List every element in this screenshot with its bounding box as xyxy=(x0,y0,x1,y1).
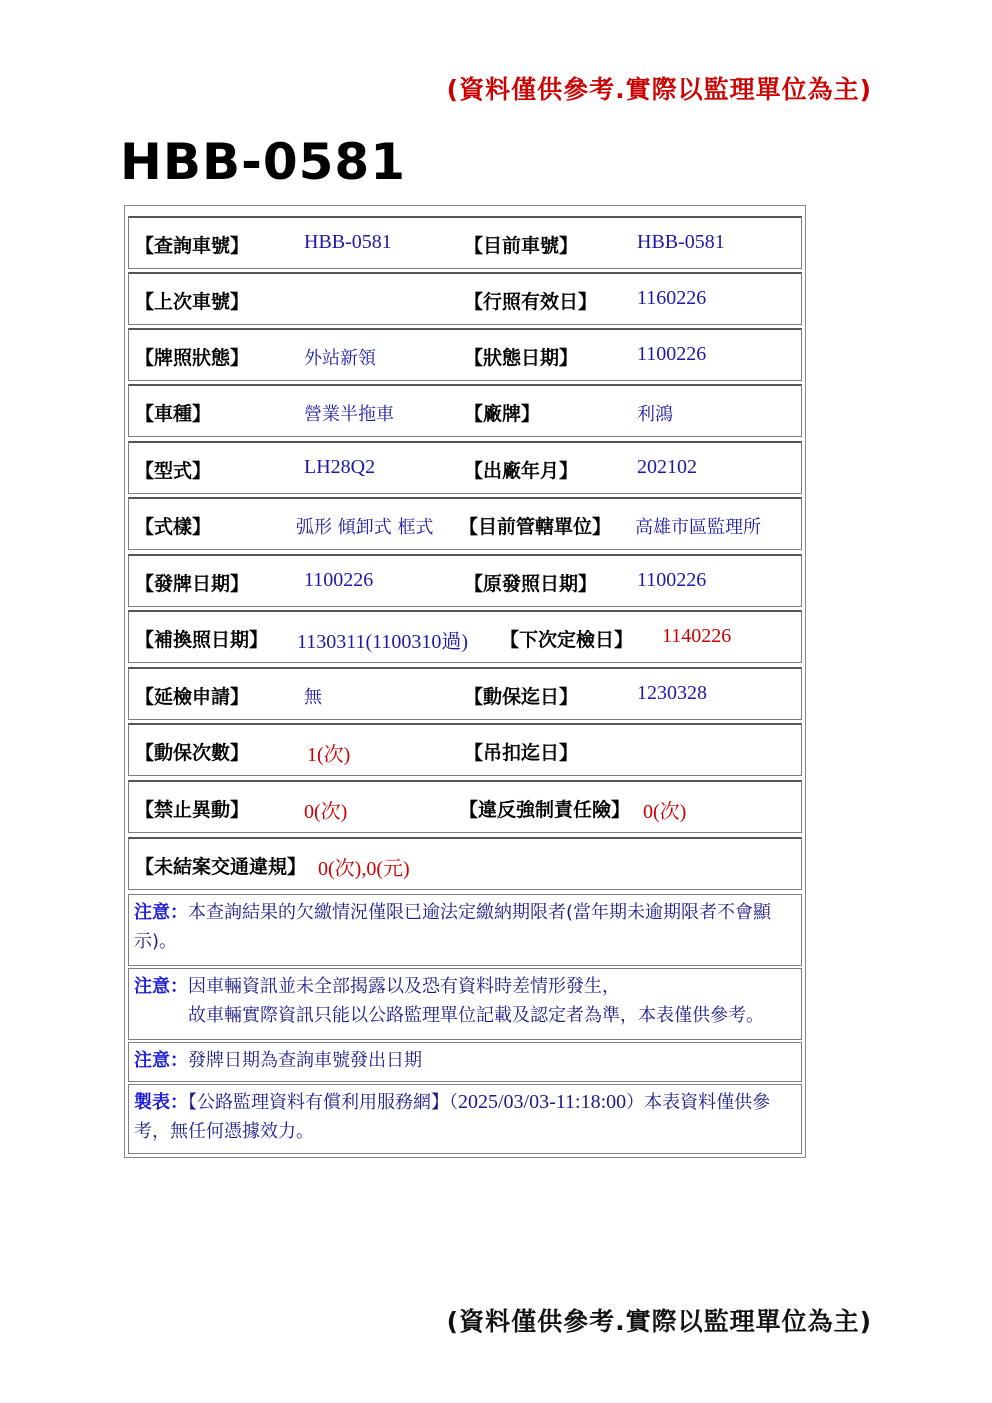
value-insurance-violation: 0(次) xyxy=(643,801,687,823)
label-suspension-expiry: 【吊扣迄日】 xyxy=(464,742,579,764)
value-transfer-ban: 0(次) xyxy=(304,801,348,823)
note-label: 注意： xyxy=(134,976,188,997)
note-text: 故車輛實際資訊只能以公路監理單位記載及認定者為準，本表僅供參考。 xyxy=(188,1005,764,1026)
table-row xyxy=(128,667,802,720)
label-previous-plate: 【上次車號】 xyxy=(135,291,250,313)
value-lien-count: 1(次) xyxy=(307,744,351,766)
note-text: ）本表資料僅供參考，無任何憑據效力。 xyxy=(134,1092,771,1142)
label-lien-expiry: 【動保迄日】 xyxy=(464,686,579,708)
label-lien-count: 【動保次數】 xyxy=(135,742,250,764)
value-jurisdiction: 高雄市區監理所 xyxy=(635,517,761,538)
note-plate-date xyxy=(128,1042,802,1082)
value-status-date: 1100226 xyxy=(637,343,707,365)
value-current-plate: HBB-0581 xyxy=(637,231,725,253)
label-plate-status: 【牌照狀態】 xyxy=(135,347,250,369)
value-license-expiry: 1160226 xyxy=(637,287,707,309)
table-row xyxy=(128,610,802,663)
label-jurisdiction: 【目前管轄單位】 xyxy=(459,516,612,538)
table-row xyxy=(128,497,802,550)
value-plate-issue-date: 1100226 xyxy=(304,569,374,591)
value-open-violations: 0(次),0(元) xyxy=(318,858,410,880)
value-query-plate: HBB-0581 xyxy=(304,231,392,253)
value-lien-expiry: 1230328 xyxy=(637,682,707,704)
label-brand: 【廠牌】 xyxy=(464,403,541,425)
label-query-plate: 【查詢車號】 xyxy=(135,235,250,257)
table-row xyxy=(128,216,802,269)
table-row xyxy=(128,780,802,833)
note-text: 因車輛資訊並未全部揭露以及恐有資料時差情形發生， xyxy=(188,976,620,997)
label-insurance-violation: 【違反強制責任險】 xyxy=(459,799,631,821)
label-current-plate: 【目前車號】 xyxy=(464,235,579,257)
label-original-license-date: 【原發照日期】 xyxy=(464,573,598,595)
label-manufacture-date: 【出廠年月】 xyxy=(464,460,579,482)
label-plate-issue-date: 【發牌日期】 xyxy=(135,573,250,595)
value-model: LH28Q2 xyxy=(304,456,376,478)
note-text: 發牌日期為查詢車號發出日期 xyxy=(188,1050,422,1071)
note-text: 本查詢結果的欠繳情況僅限已逾法定繳納期限者(當年期未逾期限者不會顯示)。 xyxy=(134,902,772,952)
value-body-style: 弧形 傾卸式 框式 xyxy=(296,517,434,538)
disclaimer-bottom: (資料僅供參考.實際以監理單位為主) xyxy=(446,1307,872,1336)
table-row xyxy=(128,441,802,494)
note-arrears xyxy=(128,894,802,966)
note-label: 製表： xyxy=(134,1092,188,1113)
note-produced-by xyxy=(128,1084,802,1154)
table-row xyxy=(128,328,802,381)
value-original-license-date: 1100226 xyxy=(637,569,707,591)
label-body-style: 【式樣】 xyxy=(135,516,212,538)
value-reissue-date: 1130311(1100310過) xyxy=(297,631,469,653)
label-status-date: 【狀態日期】 xyxy=(464,347,579,369)
label-inspection-extension: 【延檢申請】 xyxy=(135,686,250,708)
label-next-inspection: 【下次定檢日】 xyxy=(500,629,634,651)
table-row xyxy=(128,384,802,437)
label-reissue-date: 【補換照日期】 xyxy=(135,629,269,651)
note-text: 【公路監理資料有償利用服務網】（ xyxy=(188,1092,458,1113)
label-model: 【型式】 xyxy=(135,460,212,482)
value-inspection-extension: 無 xyxy=(304,687,322,708)
value-manufacture-date: 202102 xyxy=(637,456,697,478)
label-license-expiry: 【行照有效日】 xyxy=(464,291,598,313)
page-title: HBB-0581 xyxy=(120,133,406,191)
note-label: 注意： xyxy=(134,1050,188,1071)
table-row xyxy=(128,723,802,776)
value-plate-status: 外站新領 xyxy=(304,348,376,369)
note-label: 注意： xyxy=(134,902,188,923)
table-row xyxy=(128,837,802,890)
label-open-violations: 【未結案交通違規】 xyxy=(135,856,307,878)
label-vehicle-type: 【車種】 xyxy=(135,403,212,425)
vehicle-info-table xyxy=(124,205,806,1158)
table-row xyxy=(128,554,802,607)
value-vehicle-type: 營業半拖車 xyxy=(304,404,394,425)
note-data-accuracy xyxy=(128,968,802,1040)
value-next-inspection: 1140226 xyxy=(662,625,732,647)
disclaimer-top: (資料僅供參考.實際以監理單位為主) xyxy=(446,75,872,104)
value-brand: 利鴻 xyxy=(637,404,673,425)
label-transfer-ban: 【禁止異動】 xyxy=(135,799,250,821)
table-row xyxy=(128,272,802,325)
timestamp: 2025/03/03-11:18:00 xyxy=(458,1091,627,1113)
